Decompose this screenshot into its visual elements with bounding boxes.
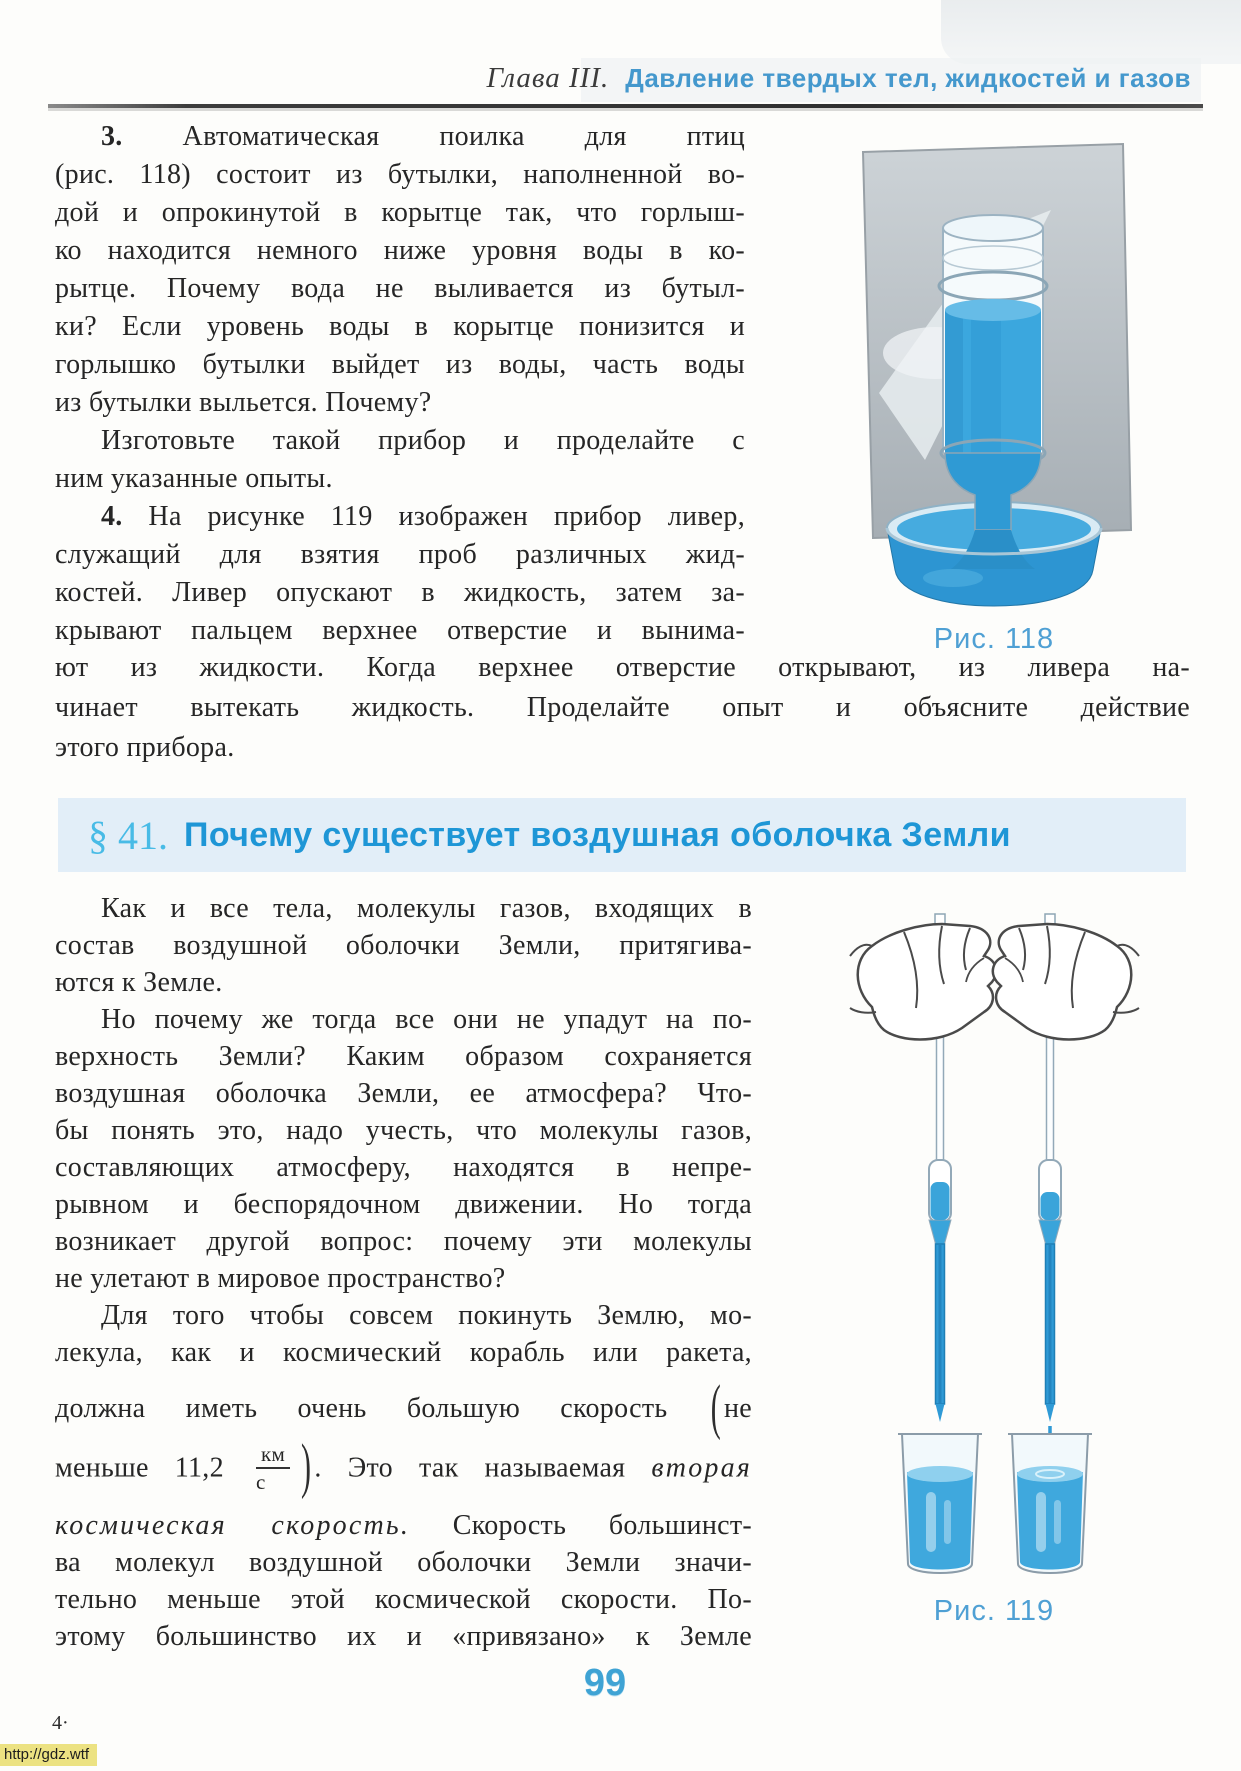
section-number: § 41. bbox=[88, 812, 168, 858]
text-line: возникает другой вопрос: почему эти молекулы bbox=[55, 1226, 752, 1257]
text-line: воздушная оболочка Земли, ее атмосфера? Что- bbox=[55, 1078, 752, 1109]
text-line: этого прибора. bbox=[55, 732, 235, 763]
text-line: Для того чтобы совсем покинуть Землю, мо- bbox=[101, 1300, 752, 1331]
figure-118-caption: Рис. 118 bbox=[933, 623, 1055, 655]
paragraph-block-narrow bbox=[55, 118, 745, 650]
text-line: не улетают в мировое пространство? bbox=[55, 1263, 506, 1294]
text-line: Изготовьте такой прибор и проделайте с bbox=[101, 425, 745, 456]
section-body bbox=[55, 890, 752, 1655]
text-line: 3. Автоматическая поилка для птиц bbox=[101, 121, 745, 152]
figure-118 bbox=[843, 138, 1145, 656]
page-number: 99 bbox=[583, 1662, 627, 1704]
header-rule bbox=[48, 104, 1203, 108]
text-line: служащий для взятия проб различных жид- bbox=[55, 539, 745, 570]
text-line: меньше 11,2 $\frac{км}{с}$ ) . Это так называемая вторая bbox=[55, 1433, 753, 1501]
text-line: костей. Ливер опускают в жидкость, затем за- bbox=[55, 577, 745, 608]
text-line: ки? Если уровень воды в корытце понизится и bbox=[55, 311, 745, 342]
text-line: состав воздушной оболочки Земли, притягива- bbox=[55, 930, 752, 961]
chapter-title: Давление твердых тел, жидкостей и газов bbox=[625, 63, 1191, 93]
text-line: космическая скорость. Скорость большинст- bbox=[55, 1510, 753, 1542]
text-line: лекула, как и космический корабль или ракета, bbox=[55, 1337, 752, 1368]
text-line: ко находится немного ниже уровня воды в ко- bbox=[55, 235, 745, 266]
figure-119-caption: Рис. 119 bbox=[933, 1595, 1055, 1627]
text-line: ва молекул воздушной оболочки Земли значи- bbox=[55, 1547, 752, 1579]
text-line: составляющих атмосферу, находятся в непре- bbox=[55, 1152, 752, 1183]
text-line: из бутылки выльется. Почему? bbox=[55, 387, 432, 418]
text-line: этому большинство их и «привязано» к Земле bbox=[55, 1621, 752, 1653]
paragraph-block-wide bbox=[55, 648, 1190, 768]
text-line: ются к Земле. bbox=[55, 967, 223, 998]
printers-signature-mark: 4· bbox=[52, 1712, 69, 1734]
running-header bbox=[486, 62, 1191, 95]
text-line: бы понять это, надо учесть, что молекулы газов, bbox=[55, 1115, 752, 1146]
text-line: 4. На рисунке 119 изображен прибор ливер, bbox=[101, 501, 745, 532]
text-line: верхность Земли? Каким образом сохраняется bbox=[55, 1041, 752, 1072]
text-line: (рис. 118) состоит из бутылки, наполненной во- bbox=[55, 159, 745, 190]
text-line: Но почему же тогда все они не упадут на по- bbox=[101, 1004, 752, 1035]
text-line: ют из жидкости. Когда верхнее отверстие открывают, из ливера на- bbox=[55, 652, 1190, 683]
section-title: Почему существует воздушная оболочка Земли bbox=[184, 815, 1011, 854]
text-line: должна иметь очень большую скорость ( не bbox=[55, 1373, 752, 1442]
chapter-number: Глава III. bbox=[486, 62, 610, 94]
text-line: рытце. Почему вода не выливается из бутыл- bbox=[55, 273, 745, 304]
text-line: ним указанные опыты. bbox=[55, 463, 333, 494]
pipette-liver-illustration bbox=[843, 912, 1145, 1580]
figure-119 bbox=[843, 912, 1145, 1628]
text-line: крывают пальцем верхнее отверстие и вынима- bbox=[55, 615, 745, 646]
text-line: дой и опрокинутой в корытце так, что горлыш- bbox=[55, 197, 745, 228]
text-line: горлышко бутылки выйдет из воды, часть воды bbox=[55, 349, 745, 380]
watermark-url: http://gdz.wtf bbox=[0, 1744, 97, 1766]
text-line: тельно меньше этой космической скорости. По- bbox=[55, 1584, 752, 1616]
text-line: Как и все тела, молекулы газов, входящих в bbox=[101, 893, 752, 924]
bird-waterer-photo bbox=[843, 138, 1145, 608]
section-heading-band bbox=[58, 798, 1186, 872]
text-line: рывном и беспорядочном движении. Но тогда bbox=[55, 1189, 752, 1220]
text-line: чинает вытекать жидкость. Проделайте опыт и объясните действие bbox=[55, 692, 1190, 723]
scan-artifact-corner bbox=[941, 0, 1241, 64]
